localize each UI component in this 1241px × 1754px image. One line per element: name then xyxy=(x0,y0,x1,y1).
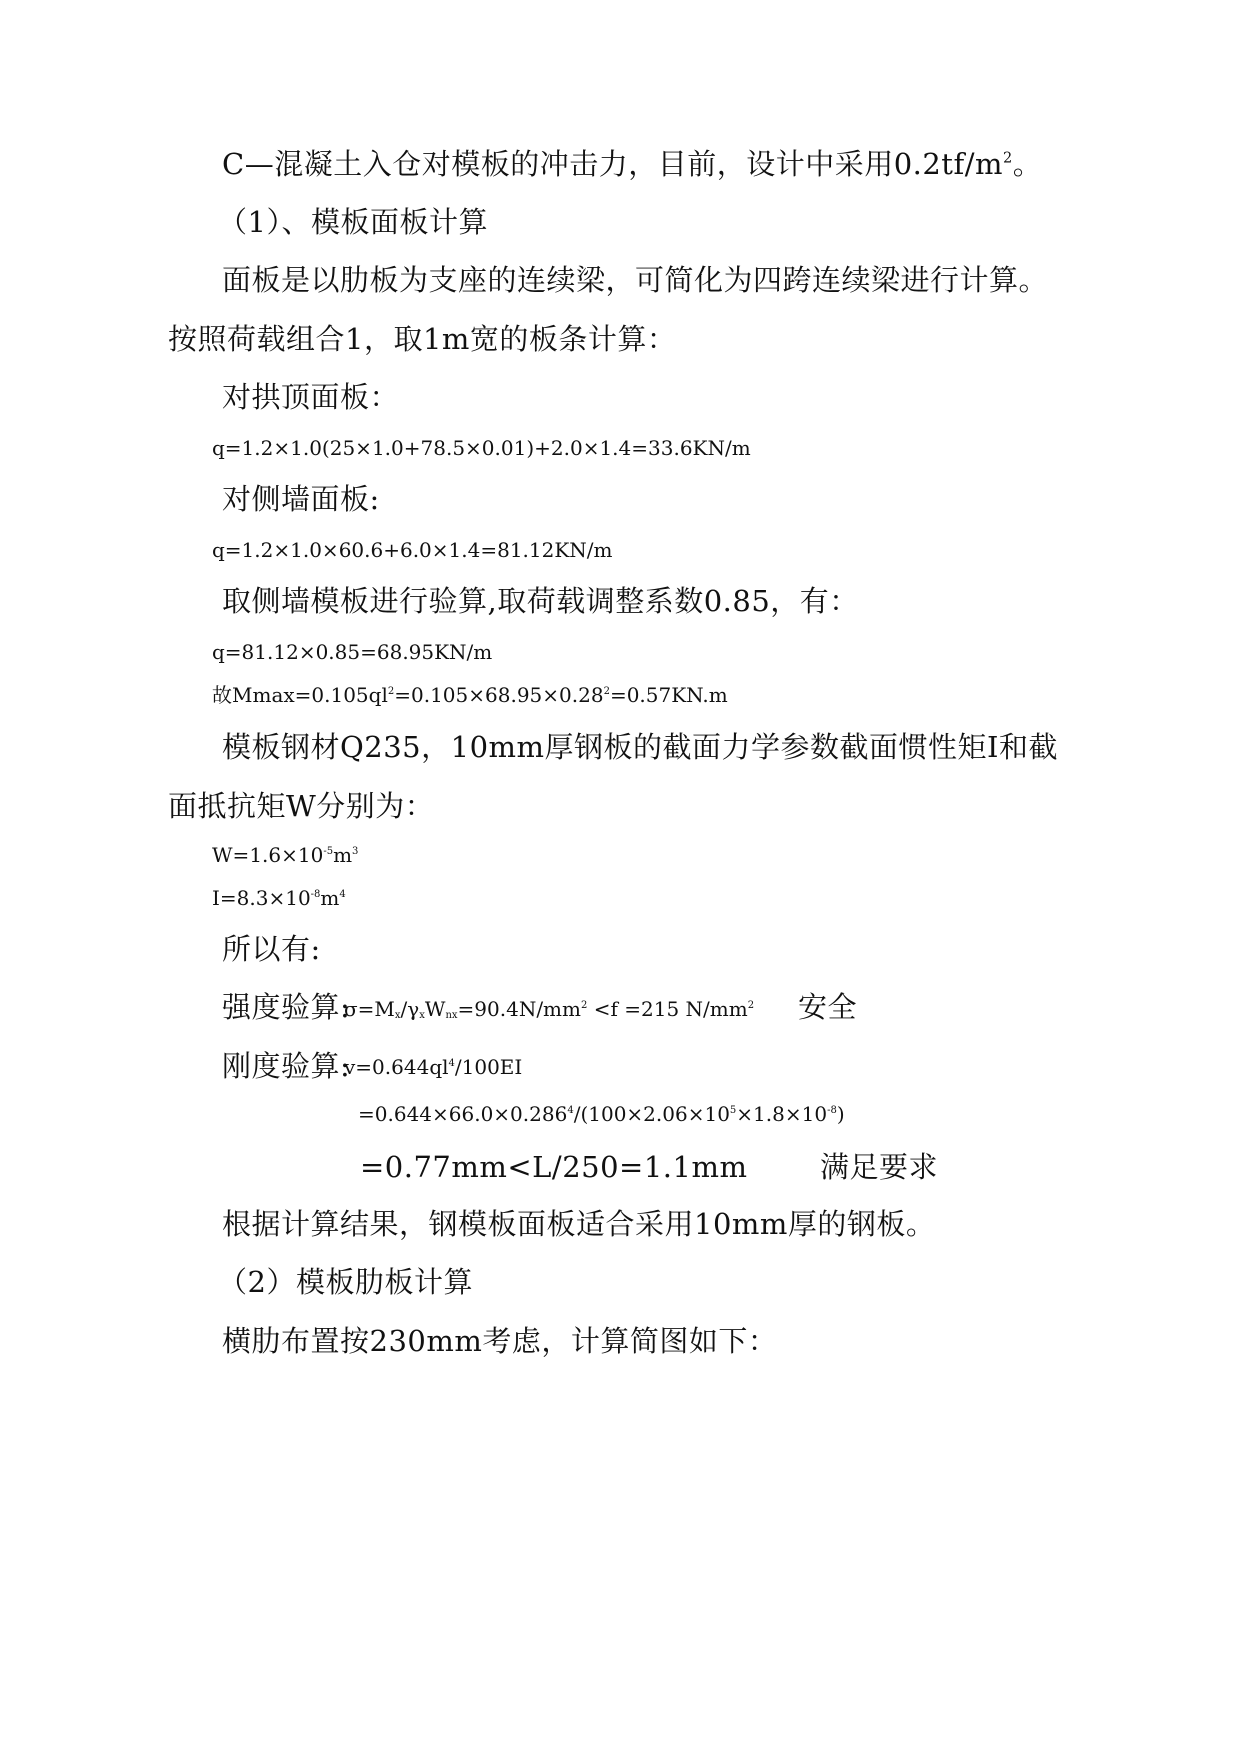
stiffness-formula-line2: $=0.644\times 66.0\times 0.286^4/(100\times 2.06\times 10^5\times 1.8\times 10^{-8})$ xyxy=(358,1102,845,1126)
inertia-formula: $I=8.3\times 10^{-8}m^4$ xyxy=(212,886,346,910)
stiffness-check-result: 满足要求 xyxy=(820,1150,939,1184)
paragraph-load-combination: 按照荷载组合1，取1m宽的板条计算： xyxy=(168,322,677,356)
check-adjustment-text: 取侧墙模板进行验算,取荷载调整系数0.85，有： xyxy=(222,584,859,618)
impact-force-line: C—混凝土入仓对模板的冲击力，目前，设计中采用$0.2tf/m^2$。 xyxy=(222,147,1043,181)
steel-parameters-line1: 模板钢材Q235，10mm厚钢板的截面力学参数截面惯性矩I和截 xyxy=(222,730,1058,764)
side-wall-formula: q=1.2×1.0×60.6+6.0×1.4=81.12KN/m xyxy=(212,538,613,562)
max-moment-formula: 故$Mmax=0.105ql^2=0.105\times 68.95\times 0.28^2=0.57KN.m$ xyxy=(212,683,728,707)
arch-panel-label: 对拱顶面板： xyxy=(222,380,400,414)
section-modulus-formula: $W=1.6\times 10^{-5}m^3$ xyxy=(212,843,359,867)
strength-check-formula: $\sigma=M_x/\gamma_xW_{nx}=90.4N/mm^2 <f =215$ $N/mm^2$ xyxy=(344,997,755,1021)
conclusion-text: 根据计算结果，钢模板面板适合采用10mm厚的钢板。 xyxy=(222,1207,936,1241)
strength-check-result: 安全 xyxy=(798,990,858,1024)
side-wall-label: 对侧墙面板: xyxy=(222,482,380,516)
so-have-label: 所以有: xyxy=(222,932,321,966)
section-heading-panel-calc: （1）、模板面板计算 xyxy=(218,205,488,239)
stiffness-formula-line1: $v=0.644ql^4/100EI$ xyxy=(344,1055,523,1079)
section-heading-rib-calc: （2）模板肋板计算 xyxy=(218,1265,473,1299)
stiffness-formula-line3: =0.77mm<L/250=1.1mm xyxy=(360,1150,748,1184)
stiffness-check-label: 刚度验算: xyxy=(222,1049,351,1083)
arch-panel-formula: q=1.2×1.0(25×1.0+78.5×0.01)+2.0×1.4=33.6KN/m xyxy=(212,436,751,460)
strength-check-label: 强度验算: xyxy=(222,990,351,1024)
adjusted-load-formula: q=81.12×0.85=68.95KN/m xyxy=(212,640,493,664)
rib-layout-text: 横肋布置按230mm考虑，计算简图如下： xyxy=(222,1324,778,1358)
steel-parameters-line2: 面抵抗矩W分别为： xyxy=(168,789,435,823)
paragraph-continuous-beam: 面板是以肋板为支座的连续梁，可简化为四跨连续梁进行计算。 xyxy=(222,263,1049,297)
